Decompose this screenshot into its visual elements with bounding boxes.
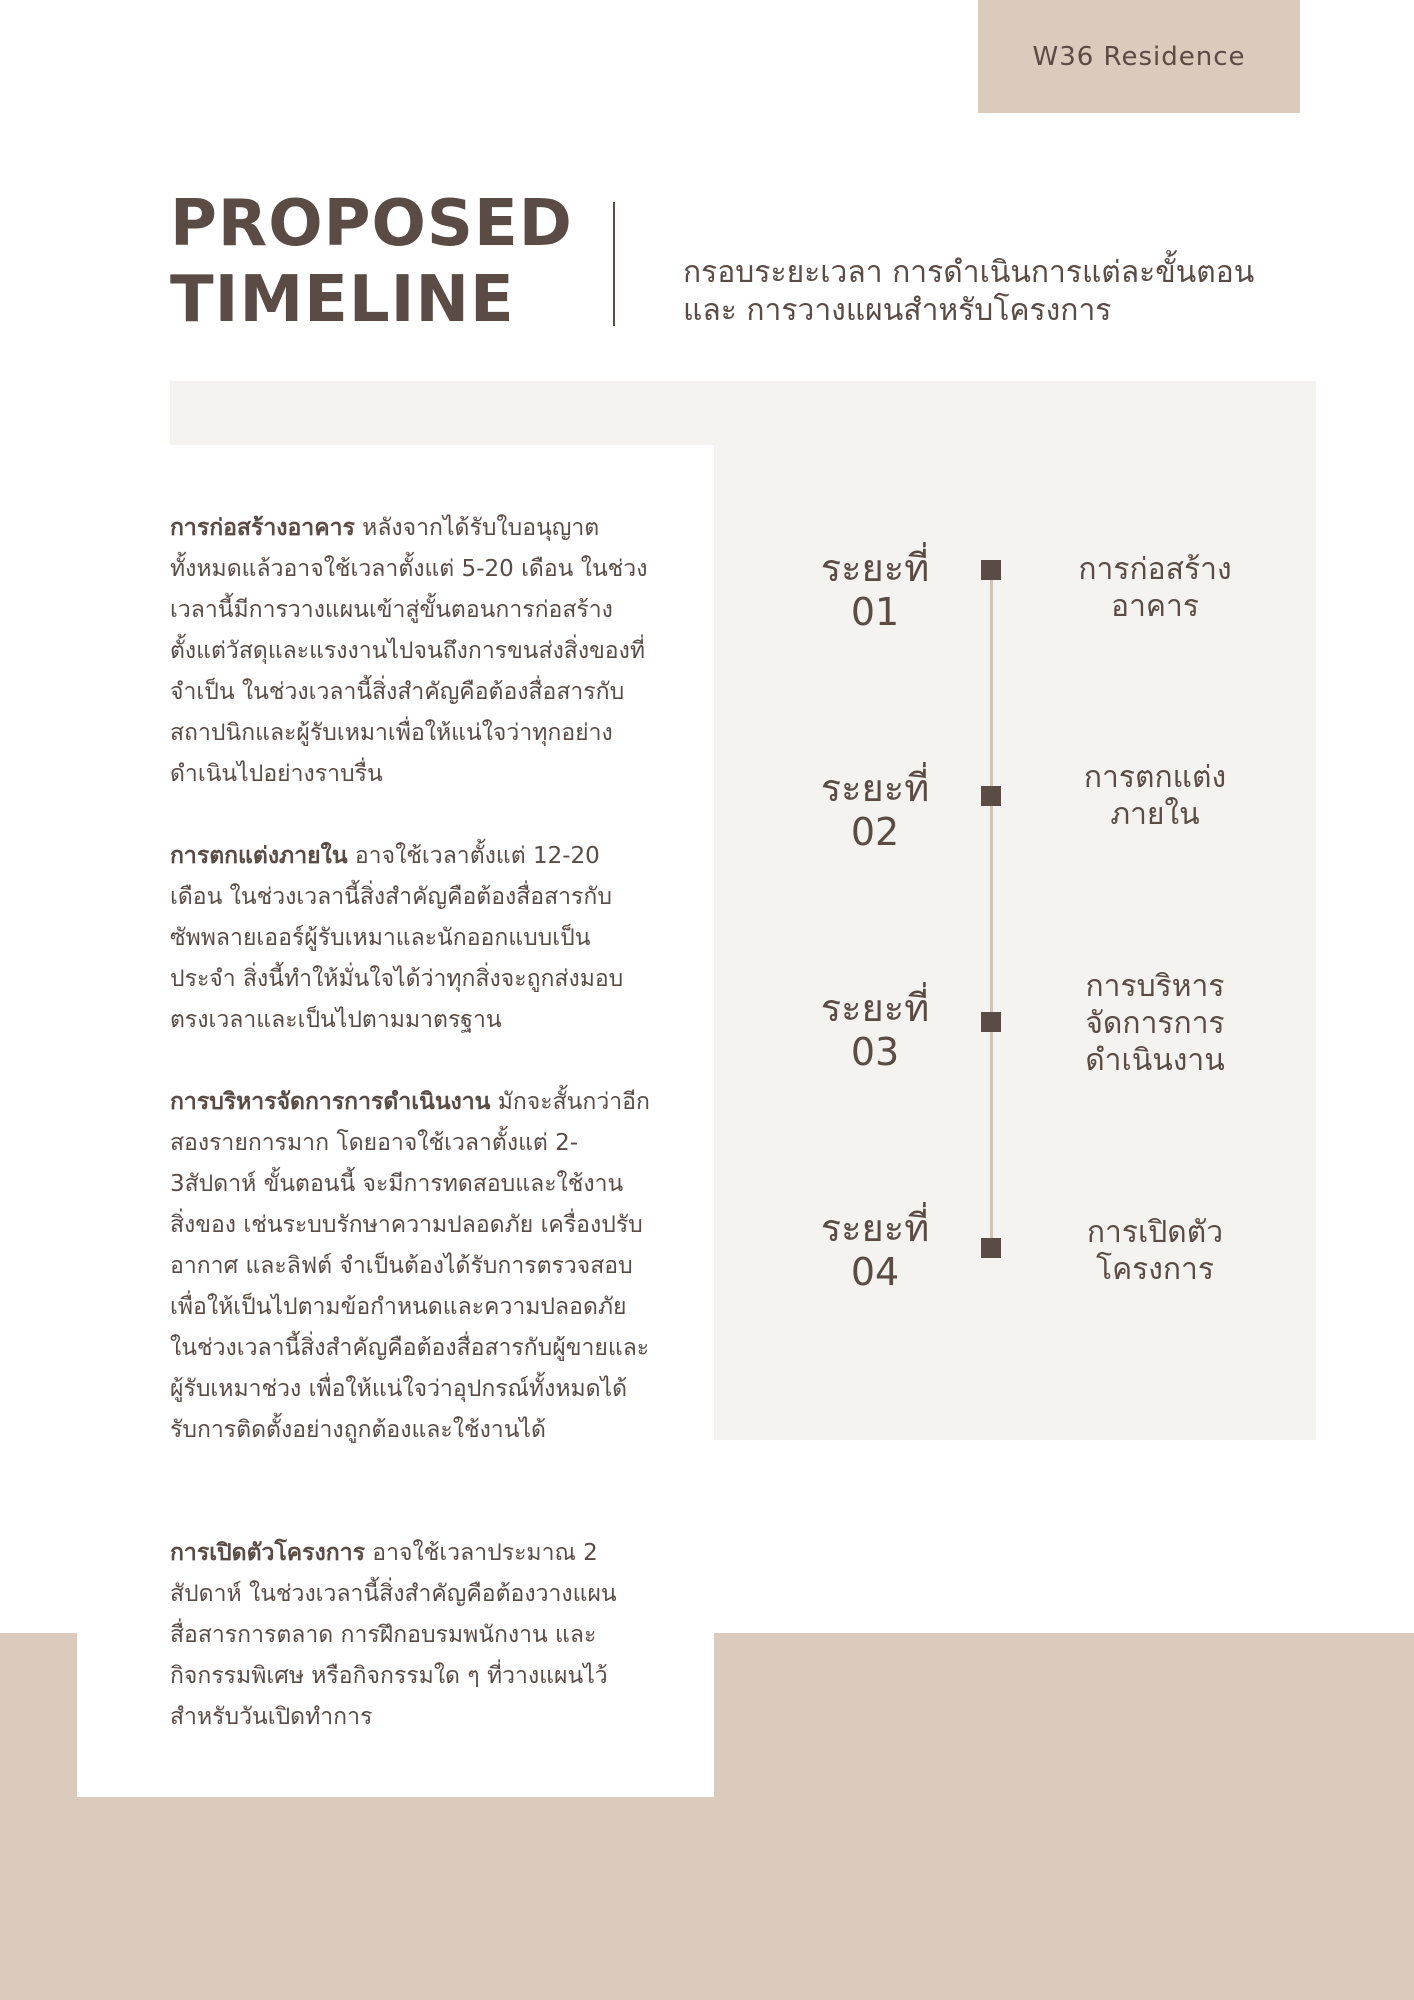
title-divider [613, 202, 615, 326]
phase-marker-4 [981, 1238, 1001, 1258]
phase-label-4 [800, 1206, 950, 1294]
phase-word: ระยะที่ [820, 546, 930, 590]
section-interior [170, 836, 650, 1041]
title-line-2: TIMELINE [170, 263, 515, 337]
section-heading: การตกแต่งภายใน [170, 843, 348, 869]
timeline-line [990, 570, 993, 1250]
phase-word: ระยะที่ [820, 986, 930, 1030]
phase-marker-1 [981, 560, 1001, 580]
section-body: มักจะสั้นกว่าอีกสองรายการมาก โดยอาจใช้เวลาตั้งแต่ 2-3สัปดาห์ ขั้นตอนนี้ จะมีการทดสอบและใช้งานสิ่งของ เช่นระบบรักษาความปลอดภัย เครื่องปรับอากาศ และลิฟต์ จำเป็นต้องได้รับการตรวจสอบเพื่อให้เป็นไปตามข้อกำหนดและความปลอดภัย ในช่วงเวลานี้สิ่งสำคัญคือต้องสื่อสารกับผู้ขายและผู้รับเหมาช่วง เพื่อให้แน่ใจว่าอุปกรณ์ทั้งหมดได้รับการติดตั้งอย่างถูกต้องและใช้งานได้ [170, 1089, 650, 1443]
section-body: อาจใช้เวลาประมาณ 2 สัปดาห์ ในช่วงเวลานี้สิ่งสำคัญคือต้องวางแผนสื่อสารการตลาด การฝึกอบรมพนักงาน และกิจกรรมพิเศษ หรือกิจกรรมใด ๆ ที่วางแผนไว้สำหรับวันเปิดทำการ [170, 1540, 617, 1730]
phase-description-1 [1040, 551, 1270, 625]
phase-label-2 [800, 766, 950, 854]
phase-number: 04 [850, 1250, 900, 1294]
phase-number: 03 [850, 1030, 900, 1074]
phase-description-3 [1040, 968, 1270, 1079]
phase-number: 01 [850, 590, 900, 634]
page-subtitle [683, 254, 1323, 330]
phase-description-line: ดำเนินงาน [1085, 1043, 1225, 1078]
phase-marker-2 [981, 786, 1001, 806]
section-operations [170, 1082, 650, 1451]
phase-marker-3 [981, 1012, 1001, 1032]
phase-number: 02 [850, 810, 900, 854]
title-line-1: PROPOSED [170, 187, 573, 261]
section-body: อาจใช้เวลาตั้งแต่ 12-20 เดือน ในช่วงเวลานี้สิ่งสำคัญคือต้องสื่อสารกับซัพพลายเออร์ผู้รับเหมาและนักออกแบบเป็นประจำ สิ่งนี้ทำให้มั่นใจได้ว่าทุกสิ่งจะถูกส่งมอบตรงเวลาและเป็นไปตามมาตรฐาน [170, 843, 624, 1033]
subtitle-line-1: กรอบระยะเวลา การดำเนินการแต่ละขั้นตอน [683, 255, 1255, 290]
phase-description-line: การบริหาร [1085, 969, 1225, 1004]
phase-description-line: ภายใน [1110, 797, 1200, 832]
section-body: หลังจากได้รับใบอนุญาตทั้งหมดแล้วอาจใช้เวลาตั้งแต่ 5-20 เดือน ในช่วงเวลานี้มีการวางแผนเข้าสู่ขั้นตอนการก่อสร้าง ตั้งแต่วัสดุและแรงงานไปจนถึงการขนส่งสิ่งของที่จำเป็น ในช่วงเวลานี้สิ่งสำคัญคือต้องสื่อสารกับสถาปนิกและผู้รับเหมาเพื่อให้แน่ใจว่าทุกอย่างดำเนินไปอย่างราบรื่น [170, 515, 648, 787]
phase-word: ระยะที่ [820, 766, 930, 810]
section-heading: การเปิดตัวโครงการ [170, 1540, 365, 1566]
phase-description-line: โครงการ [1095, 1252, 1215, 1287]
phase-description-4 [1040, 1214, 1270, 1288]
section-construction [170, 508, 650, 795]
section-launch [170, 1533, 650, 1738]
section-heading: การก่อสร้างอาคาร [170, 515, 355, 541]
phase-word: ระยะที่ [820, 1206, 930, 1250]
phase-description-line: การก่อสร้าง [1078, 552, 1232, 587]
phase-label-1 [800, 546, 950, 634]
residence-tag [978, 0, 1300, 113]
subtitle-line-2: และ การวางแผนสำหรับโครงการ [683, 293, 1112, 328]
section-heading: การบริหารจัดการการดำเนินงาน [170, 1089, 491, 1115]
phase-description-line: อาคาร [1111, 589, 1199, 624]
phase-description-line: การตกแต่ง [1083, 760, 1227, 795]
phase-description-line: จัดการการ [1085, 1006, 1225, 1041]
phase-label-3 [800, 986, 950, 1074]
residence-tag-label: W36 Residence [1032, 41, 1246, 72]
page-title [170, 186, 573, 338]
phase-description-line: การเปิดตัว [1086, 1215, 1224, 1250]
phase-description-2 [1040, 759, 1270, 833]
